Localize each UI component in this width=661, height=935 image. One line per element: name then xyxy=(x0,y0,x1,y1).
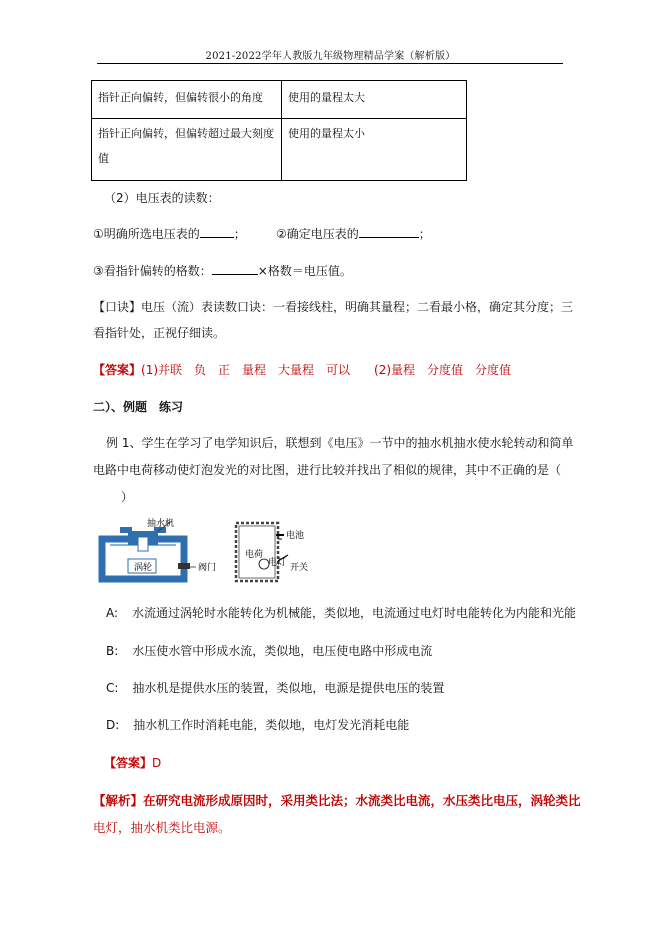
option-text: 水压使水管中形成水流，类似地，电压使电路中形成电流 xyxy=(132,644,433,658)
option-a xyxy=(106,604,576,621)
table-cell xyxy=(92,119,282,181)
question-line-1: 例 1、学生在学习了电学知识后，联想到《电压》一节中的抽水机抽水使水轮转动和简单 xyxy=(106,436,574,450)
table-row xyxy=(92,119,467,181)
question-line-3: ） xyxy=(121,490,134,504)
header-rule xyxy=(97,63,563,64)
option-d xyxy=(106,716,409,733)
option-b xyxy=(106,642,432,659)
answer-label: 【答案】 xyxy=(93,363,142,377)
answer-value: D xyxy=(152,756,162,770)
step-2-text: ②确定电压表的 xyxy=(276,227,359,241)
table-cell xyxy=(92,81,282,119)
step-1-text: ①明确所选电压表的 xyxy=(93,227,200,241)
mnemonic-line-1: 【口诀】电压（流）表读数口诀：一看接线柱，明确其量程；二看最小格，确定其分度；三 xyxy=(93,300,574,314)
exercise-heading: 二）、例题 练习 xyxy=(93,400,184,414)
turbine-label: 涡轮 xyxy=(134,563,153,573)
step-1 xyxy=(93,225,246,242)
lamp-label: 电灯 xyxy=(268,558,287,568)
step-3-text: ③看指针偏转的格数： xyxy=(93,264,212,278)
step-3-end: ×格数＝电压值。 xyxy=(257,264,352,278)
answer-line xyxy=(93,361,511,378)
option-text: 水流通过涡轮时水能转化为机械能，类似地，电流通过电灯时电能转化为内能和光能 xyxy=(132,606,577,620)
fill-blank xyxy=(359,226,419,238)
example-answer xyxy=(104,754,161,771)
cell-text: 指针正向偏转，但偏转很小的角度 xyxy=(98,91,263,104)
table-cell xyxy=(282,81,467,119)
table-row xyxy=(92,81,467,119)
cell-text: 指针正向偏转，但偏转超过最大刻度 xyxy=(98,127,274,140)
step-1-end: ； xyxy=(233,227,246,241)
cell-text: 值 xyxy=(98,152,109,165)
charge-label: 电荷 xyxy=(245,550,264,560)
analysis-text: 【解析】在研究电流形成原因时，采用类比法；水流类比电流，水压类比电压，涡轮类比 xyxy=(93,793,581,808)
step-3 xyxy=(93,262,352,279)
page-header: 2021-2022学年人教版九年级物理精品学案（解析版） xyxy=(205,51,456,62)
pump-label: 抽水机 xyxy=(147,519,175,529)
fill-blank xyxy=(212,263,258,275)
option-text: 抽水机工作时消耗电能，类似地，电灯发光消耗电能 xyxy=(133,718,410,732)
mnemonic-line-2: 看指针处，正视仔细读。 xyxy=(93,326,226,340)
fill-blank xyxy=(200,226,234,238)
option-text: 抽水机是提供水压的装置，类似地，电源是提供电压的装置 xyxy=(132,681,445,695)
option-letter: D: xyxy=(106,718,120,732)
analogy-figure xyxy=(98,515,308,587)
option-letter: B: xyxy=(106,644,119,658)
valve-label: 阀门 xyxy=(198,563,217,573)
switch-label: 开关 xyxy=(290,563,308,573)
cell-text: 使用的量程太大 xyxy=(288,91,365,104)
answer-text: (1)并联 负 正 量程 大量程 可以 (2)量程 分度值 分度值 xyxy=(141,363,512,377)
option-c xyxy=(106,679,444,696)
answer-label: 【答案】 xyxy=(104,756,153,770)
step-2 xyxy=(276,225,431,242)
section-heading: （2）电压表的读数： xyxy=(104,191,220,205)
analysis-line-2: 电灯，抽水机类比电源。 xyxy=(93,820,231,835)
analysis-line-1 xyxy=(93,791,581,809)
table-cell xyxy=(282,119,467,181)
option-letter: A: xyxy=(106,606,119,620)
step-2-end: ； xyxy=(418,227,431,241)
cell-text: 使用的量程太小 xyxy=(288,127,365,140)
option-letter: C: xyxy=(106,681,119,695)
battery-label: 电池 xyxy=(286,531,305,541)
meter-fault-table xyxy=(91,80,467,181)
question-line-2: 电路中电荷移动使灯泡发光的对比图，进行比较并找出了相似的规律，其中不正确的是（ xyxy=(93,463,562,477)
